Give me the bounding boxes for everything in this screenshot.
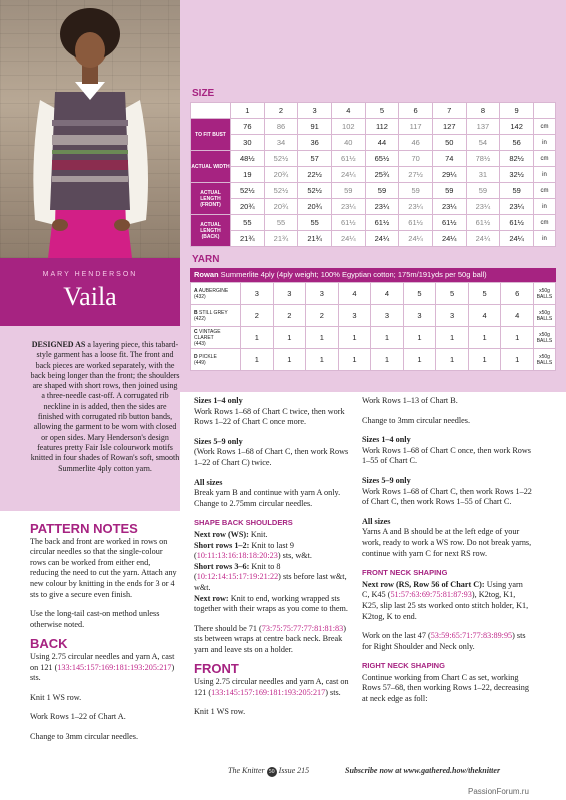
size-values: 73:75:75:77:77:81:81:83 xyxy=(261,623,344,633)
designer-byline: MARY HENDERSON xyxy=(42,271,138,278)
size-value: 32½ xyxy=(500,167,534,183)
yarn-balls: 1 xyxy=(371,327,404,349)
text: There should be 71 ( xyxy=(194,623,262,633)
yarn-balls: 3 xyxy=(403,305,436,327)
size-value: 76 xyxy=(231,119,265,135)
yarn-letter: D xyxy=(194,353,198,360)
yarn-balls: 1 xyxy=(403,349,436,371)
yarn-shade-label xyxy=(191,283,241,305)
paragraph: (Work Rows 1–68 of Chart C, then work Rows 1–22 of Chart C) twice. xyxy=(194,447,349,467)
yarn-balls: 4 xyxy=(501,305,534,327)
yarn-description xyxy=(190,268,556,282)
size-values: 10:12:14:15:17:19:21:22 xyxy=(196,572,279,582)
text: ) sts for Right Shoulder and Neck only. xyxy=(362,631,526,651)
paragraph: Work Rows 1–68 of Chart C twice, then work Rows 1–22 of Chart C once more. xyxy=(194,406,345,427)
model-photo xyxy=(0,0,180,258)
size-row-label: TO FIT BUST xyxy=(191,119,231,151)
size-number: 6 xyxy=(399,103,433,119)
yarn-heading: YARN xyxy=(192,254,220,265)
text: ) sts, w&t. xyxy=(277,551,312,561)
yarn-table xyxy=(190,282,556,371)
watermark: PassionForum.ru xyxy=(468,787,529,796)
unit-label: in xyxy=(534,167,556,183)
size-value: 59 xyxy=(432,183,466,199)
intro-body: a layering piece, this tabard-style garment has a loose fit. The front and back pieces are worked separately, with the back being longer than the front; the shoulders are shaped with short rows, then joined using a three-needle cast-off. A corrugated rib neckline in is added, then the sides are finished with corrugated rib button bands, allowing the garment to be worn with closed or open sides. Mary Henderson's design features pretty Fair Isle colourwork motifs knitted in four shades of Rowan's soft, smooth Summerlite 4ply cotton yarn. xyxy=(30,340,180,473)
size-row-label: ACTUAL WIDTH xyxy=(191,151,231,183)
column-3 xyxy=(362,396,532,714)
size-value: 59 xyxy=(500,183,534,199)
yarn-balls: 1 xyxy=(371,349,404,371)
notes-paragraph: The back and front are worked in rows on circular needles so that the single-colour rows can be worked from either end, reducing the need to cut the yarn. Attach any new colour by knitting in the ends for 3 or 4 sts to give a secure even finish. xyxy=(30,536,177,599)
paragraph: Yarns A and B should be at the left edge of your work, ready to work a WS row. Do not break yarns, continue with yarn C for next RS row. xyxy=(362,527,532,558)
size-values: 10:11:13:16:18:18:20:23 xyxy=(196,551,278,561)
size-value: 24¼ xyxy=(399,231,433,247)
unit-label: cm xyxy=(534,119,556,135)
subheading: Sizes 1–4 only xyxy=(362,435,411,445)
size-value: 52½ xyxy=(231,183,265,199)
text: ) sts between wraps at centre back neck. Break yarn and leave sts on a holder. xyxy=(194,623,346,654)
size-value: 102 xyxy=(331,119,365,135)
yarn-desc: Summerlite 4ply (4ply weight; 100% Egyptian cotton; 175m/191yds per 50g ball) xyxy=(218,270,487,279)
yarn-balls: 3 xyxy=(371,305,404,327)
yarn-balls: 3 xyxy=(306,283,339,305)
instruction xyxy=(194,594,354,615)
yarn-balls: 3 xyxy=(338,305,371,327)
size-value: 61½ xyxy=(331,215,365,231)
paragraph xyxy=(194,624,354,656)
yarn-balls: 1 xyxy=(338,327,371,349)
text: Knit to end, working wrapped sts together with their wraps as you come to them. xyxy=(194,593,348,614)
size-value: 20¾ xyxy=(264,167,298,183)
yarn-balls: 4 xyxy=(371,283,404,305)
size-value: 31 xyxy=(466,167,500,183)
yarn-balls: 4 xyxy=(468,305,501,327)
yarn-shade: AUBERGINE xyxy=(198,287,229,294)
back-paragraph xyxy=(30,652,180,684)
instruction xyxy=(362,580,532,622)
yarn-code: (422) xyxy=(194,315,206,322)
size-value: 21¾ xyxy=(298,231,332,247)
yarn-balls: 3 xyxy=(273,283,306,305)
yarn-shade-label xyxy=(191,305,241,327)
text: Using yarn C, K45 ( xyxy=(362,579,523,600)
instruction xyxy=(194,541,354,562)
yarn-balls: 1 xyxy=(306,327,339,349)
size-value: 59 xyxy=(399,183,433,199)
size-value: 52½ xyxy=(264,183,298,199)
yarn-unit: x50g BALLS xyxy=(534,327,556,349)
unit-label: cm xyxy=(534,215,556,231)
subheading: Sizes 5–9 only xyxy=(362,475,411,485)
yarn-shade-label xyxy=(191,349,241,371)
yarn-balls: 5 xyxy=(403,283,436,305)
intro-lead: DESIGNED AS xyxy=(31,340,86,349)
size-value: 78½ xyxy=(466,151,500,167)
size-number: 1 xyxy=(231,103,265,119)
paragraph xyxy=(362,631,532,652)
footer-subscribe[interactable]: Subscribe now at www.gathered.how/theknitter xyxy=(345,766,501,775)
label: Next row: xyxy=(194,593,229,603)
yarn-balls: 1 xyxy=(306,349,339,371)
size-values: 133:145:157:169:181:193:205:217 xyxy=(57,662,172,672)
size-value: 20¾ xyxy=(231,199,265,215)
size-value: 24¼ xyxy=(331,231,365,247)
subheading: Sizes 5–9 only xyxy=(194,436,243,446)
size-value: 23¼ xyxy=(500,199,534,215)
yarn-balls: 1 xyxy=(273,349,306,371)
notes-paragraph: Use the long-tail cast-on method unless otherwise noted. xyxy=(30,609,160,629)
front-neck-shaping-heading: FRONT NECK SHAPING xyxy=(362,568,448,578)
paragraph: Work Rows 1–68 of Chart C once, then work Rows 1–55 of Chart C. xyxy=(362,445,531,466)
unit-cell xyxy=(534,103,556,119)
unit-label: in xyxy=(534,199,556,215)
size-value: 117 xyxy=(399,119,433,135)
yarn-shade: PICKLE xyxy=(199,353,217,360)
subheading: All sizes xyxy=(194,477,223,487)
size-values: 53:59:65:71:77:83:89:95 xyxy=(430,631,513,641)
size-value: 23¼ xyxy=(432,199,466,215)
label: Next row (RS, Row 56 of Chart C): xyxy=(362,579,485,589)
page-number: 50 xyxy=(268,769,275,775)
size-value: 24¼ xyxy=(432,231,466,247)
text: Work on the last 47 ( xyxy=(362,631,431,641)
yarn-balls: 1 xyxy=(338,349,371,371)
yarn-balls: 2 xyxy=(273,305,306,327)
text: Using 2.75 circular needles and yarn A, cast on 121 ( xyxy=(194,677,349,697)
size-row-label: ACTUAL LENGTH (FRONT) xyxy=(191,183,231,215)
yarn-unit: x50g BALLS xyxy=(534,349,556,371)
size-value: 22½ xyxy=(298,167,332,183)
size-value: 61½ xyxy=(365,215,399,231)
paragraph xyxy=(194,677,354,698)
intro-text xyxy=(30,340,180,474)
size-number: 2 xyxy=(264,103,298,119)
size-value: 23¼ xyxy=(466,199,500,215)
yarn-balls: 3 xyxy=(241,283,274,305)
size-value: 44 xyxy=(365,135,399,151)
size-value: 56 xyxy=(500,135,534,151)
magazine-name: The Knitter xyxy=(228,766,265,775)
yarn-balls: 5 xyxy=(436,283,469,305)
back-paragraph: Work Rows 1–22 of Chart A. xyxy=(30,712,126,722)
yarn-brand: Rowan xyxy=(194,270,219,279)
size-number: 4 xyxy=(331,103,365,119)
yarn-shade-label xyxy=(191,327,241,349)
size-value: 142 xyxy=(500,119,534,135)
size-number: 8 xyxy=(466,103,500,119)
size-value: 61½ xyxy=(500,215,534,231)
size-value: 24¼ xyxy=(466,231,500,247)
size-number: 9 xyxy=(500,103,534,119)
paragraph: Change to 3mm circular needles. xyxy=(362,415,470,425)
size-value: 20¾ xyxy=(264,199,298,215)
paragraph: Work Rows 1–13 of Chart B. xyxy=(362,396,458,405)
size-value: 23¼ xyxy=(331,199,365,215)
size-heading: SIZE xyxy=(192,88,215,99)
back-paragraph: Change to 3mm circular needles. xyxy=(30,731,138,741)
text: ) sts. xyxy=(30,662,175,683)
size-value: 65½ xyxy=(365,151,399,167)
yarn-balls: 1 xyxy=(436,327,469,349)
text: ) sts before last w&t, w&t. xyxy=(194,572,347,592)
size-value: 23¼ xyxy=(365,199,399,215)
size-value: 55 xyxy=(298,215,332,231)
size-value: 27½ xyxy=(399,167,433,183)
size-value: 52½ xyxy=(298,183,332,199)
text: ) sts. xyxy=(325,687,341,697)
size-value: 59 xyxy=(331,183,365,199)
yarn-letter: B xyxy=(194,309,198,316)
subheading: All sizes xyxy=(362,516,391,526)
column-2 xyxy=(194,396,354,727)
yarn-balls: 6 xyxy=(501,283,534,305)
size-value: 112 xyxy=(365,119,399,135)
yarn-balls: 1 xyxy=(468,327,501,349)
yarn-letter: C xyxy=(194,328,198,335)
size-value: 74 xyxy=(432,151,466,167)
unit-label: in xyxy=(534,135,556,151)
size-value: 54 xyxy=(466,135,500,151)
label: Short rows 1–2: xyxy=(194,540,250,550)
size-value: 21¾ xyxy=(231,231,265,247)
size-value: 127 xyxy=(432,119,466,135)
back-heading: BACK xyxy=(30,636,68,652)
text: Using 2.75 circular needles and yarn A, cast on 121 ( xyxy=(30,651,175,672)
size-value: 25¾ xyxy=(365,167,399,183)
size-value: 29¼ xyxy=(432,167,466,183)
size-value: 70 xyxy=(399,151,433,167)
size-value: 59 xyxy=(365,183,399,199)
size-value: 61½ xyxy=(399,215,433,231)
text: Knit to last 9 ( xyxy=(194,540,294,561)
yarn-balls: 1 xyxy=(501,327,534,349)
yarn-letter: A xyxy=(194,287,198,294)
yarn-balls: 1 xyxy=(241,327,274,349)
paragraph: Break yarn B and continue with yarn A only. xyxy=(194,488,341,498)
label: Next row (WS): xyxy=(194,529,249,539)
yarn-balls: 5 xyxy=(468,283,501,305)
text: Knit. xyxy=(248,529,268,539)
yarn-shade: VINTAGE CLARET xyxy=(194,328,221,341)
column-1 xyxy=(30,521,180,752)
yarn-code: (443) xyxy=(194,340,206,347)
size-number: 5 xyxy=(365,103,399,119)
size-value: 24¼ xyxy=(500,231,534,247)
shape-back-shoulders-heading: SHAPE BACK SHOULDERS xyxy=(194,518,293,528)
subheading: Sizes 1–4 only xyxy=(194,396,243,405)
size-value: 40 xyxy=(331,135,365,151)
paragraph: Continue working from Chart C as set, working Rows 57–68, then working Rows 1–22, decreasing at neck edge as foll: xyxy=(362,672,529,704)
size-values: 51:57:63:69:75:81:87:93 xyxy=(390,590,472,600)
label: Short rows 3–6: xyxy=(194,561,250,571)
front-heading: FRONT xyxy=(194,661,239,677)
size-value: 57 xyxy=(298,151,332,167)
size-value: 48½ xyxy=(231,151,265,167)
text: Knit to 8 ( xyxy=(194,561,281,582)
size-value: 24¼ xyxy=(365,231,399,247)
yarn-balls: 3 xyxy=(436,305,469,327)
back-paragraph: Knit 1 WS row. xyxy=(30,692,82,702)
paragraph: Change to 2.75mm circular needles. xyxy=(194,498,313,508)
size-value: 59 xyxy=(466,183,500,199)
size-value: 19 xyxy=(231,167,265,183)
yarn-balls: 4 xyxy=(338,283,371,305)
paragraph: Knit 1 WS row. xyxy=(194,707,246,717)
pattern-notes-heading: PATTERN NOTES xyxy=(30,521,138,536)
footer-left xyxy=(228,766,309,777)
yarn-unit: x50g BALLS xyxy=(534,305,556,327)
right-neck-shaping-heading: RIGHT NECK SHAPING xyxy=(362,661,445,671)
size-value: 30 xyxy=(231,135,265,151)
unit-label: cm xyxy=(534,151,556,167)
size-value: 55 xyxy=(264,215,298,231)
paragraph: Work Rows 1–68 of Chart C, then work Rows 1–22 of Chart C, then work Rows 1–55 of Chart C. xyxy=(362,486,532,507)
instruction xyxy=(194,530,354,541)
yarn-balls: 1 xyxy=(241,349,274,371)
size-value: 50 xyxy=(432,135,466,151)
size-corner xyxy=(191,103,231,119)
size-table xyxy=(190,102,556,247)
size-value: 61½ xyxy=(466,215,500,231)
size-value: 61½ xyxy=(432,215,466,231)
size-value: 46 xyxy=(399,135,433,151)
size-value: 34 xyxy=(264,135,298,151)
yarn-code: (432) xyxy=(194,293,206,300)
yarn-balls: 1 xyxy=(501,349,534,371)
size-number: 3 xyxy=(298,103,332,119)
size-row-label: ACTUAL LENGTH (BACK) xyxy=(191,215,231,247)
unit-label: in xyxy=(534,231,556,247)
pattern-title: Vaila xyxy=(63,282,117,311)
size-value: 55 xyxy=(231,215,265,231)
size-number: 7 xyxy=(432,103,466,119)
yarn-shade: STILL GREY xyxy=(199,309,228,316)
size-value: 21¾ xyxy=(264,231,298,247)
yarn-balls: 1 xyxy=(403,327,436,349)
size-value: 82½ xyxy=(500,151,534,167)
size-value: 86 xyxy=(264,119,298,135)
issue-number: Issue 215 xyxy=(278,766,310,775)
yarn-balls: 1 xyxy=(468,349,501,371)
yarn-balls: 2 xyxy=(241,305,274,327)
size-value: 23¼ xyxy=(399,199,433,215)
yarn-balls: 1 xyxy=(273,327,306,349)
size-value: 20¾ xyxy=(298,199,332,215)
yarn-unit: x50g BALLS xyxy=(534,283,556,305)
size-value: 91 xyxy=(298,119,332,135)
instruction xyxy=(194,562,354,594)
size-value: 24¼ xyxy=(331,167,365,183)
size-value: 52½ xyxy=(264,151,298,167)
yarn-code: (449) xyxy=(194,359,206,366)
size-value: 36 xyxy=(298,135,332,151)
size-value: 61½ xyxy=(331,151,365,167)
unit-label: cm xyxy=(534,183,556,199)
size-values: 133:145:157:169:181:193:205:217 xyxy=(211,687,326,697)
yarn-balls: 1 xyxy=(436,349,469,371)
size-value: 137 xyxy=(466,119,500,135)
yarn-balls: 2 xyxy=(306,305,339,327)
text: ), K2tog, K1, K25, slip last 25 sts worked onto stitch holder, K1, K2tog, K to end. xyxy=(362,590,529,621)
